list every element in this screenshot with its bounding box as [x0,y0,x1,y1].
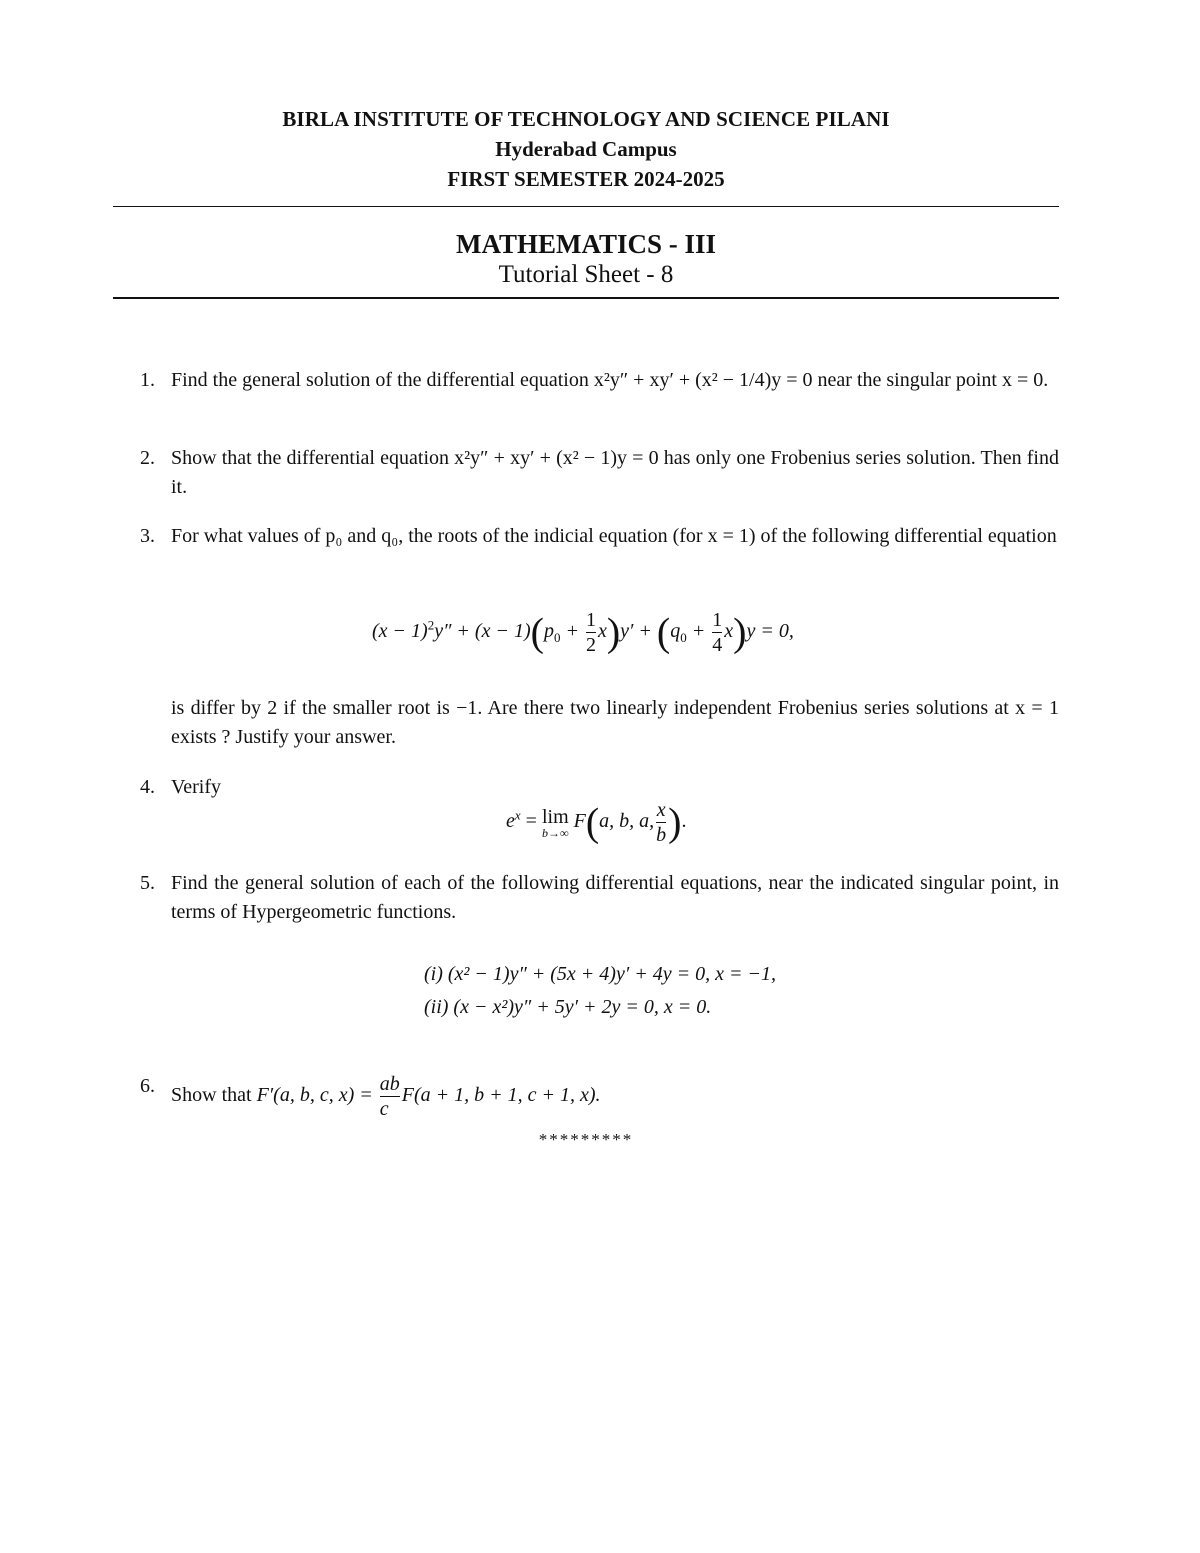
fraction-ab-over-c [380,1072,400,1121]
superscript: x [514,807,521,823]
question-5 [140,869,1059,927]
equation-part: e [506,810,515,833]
question-6-line [171,1072,1059,1121]
sheet-title: Tutorial Sheet - 8 [498,261,674,288]
question-number: 5. [140,872,155,894]
numerator: x [656,799,666,821]
fraction-half [586,608,596,657]
equation-part: (x − 1) [372,620,428,643]
course-heading [113,228,1059,290]
course-title: MATHEMATICS - III [455,229,717,259]
equation-part: y″ + (x − 1) [434,620,531,643]
q3-equation: $(x - 1)^2y'' + (x - 1)(p_0$ + $\frac{1}{2}$ $x)y' + (q_0$ + $\frac{1}{4}$ x)y = 0, [372,609,794,656]
question-text: For what values of p₀ and q₀, the roots of the indicial equation (for x = 1) of the following differential equation [171,525,1057,547]
q5-equation-ii: (ii) (x − x²)y″ + 5y′ + 2y = 0, x = 0. [424,996,712,1018]
equation-part: = [520,810,542,833]
denominator: b [656,824,667,846]
q5-equation-i: (i) (x² − 1)y″ + (5x + 4)y′ + 4y = 0, x = −1, [424,963,776,985]
question-1 [140,366,1059,395]
question-number: 1. [140,369,155,391]
equation-part: x [724,620,734,643]
question-number: 4. [140,776,155,798]
equation-part: y′ + [620,620,652,643]
equation-part: + [560,620,584,643]
document-header [113,104,1059,194]
equation-part: a, b, a, [599,810,655,833]
q6-rhs: F(a + 1, b + 1, c + 1, x). [401,1084,601,1107]
question-number: 2. [140,447,155,469]
question-number: 3. [140,525,155,547]
limit-word: lim [541,805,569,828]
question-text: Find the general solution of each of the following differential equations, near the indicated singular point, in terms of Hypergeometric functions. [171,872,1059,923]
limit-subscript: b→∞ [542,825,569,840]
denominator: 2 [585,634,596,656]
question-text: Show that the differential equation x²y″ + xy′ + (x² − 1)y = 0 has only one Frobenius series solution. Then find it. [171,447,1059,498]
equation-part: F [573,810,586,833]
end-marker: ********* [538,1130,634,1149]
question-text: is differ by 2 if the smaller root is −1. Are there two linearly independent Frobenius series solutions at x = 1 exists ? Justify your answer. [171,697,1059,748]
semester-label: FIRST SEMESTER 2024-2025 [447,167,725,191]
top-divider [113,206,1059,207]
denominator: c [380,1096,400,1121]
question-3 [140,522,1059,551]
subscript: 0 [553,630,561,646]
question-2 [140,444,1059,502]
institution-name: BIRLA INSTITUTE OF TECHNOLOGY AND SCIENCE PILANI [282,107,890,131]
equation-part: + [686,620,711,643]
equation-part: y = 0, [746,620,794,643]
limit-operator [542,807,569,839]
q5-equations [424,958,776,1024]
question-6 [140,1072,1059,1121]
numerator: 1 [712,609,723,631]
fraction-x-over-b [656,798,666,847]
q4-equation: $e^x$ = lim b→∞ F(a, b, a, $\frac{x}{b}$ ). [506,799,687,846]
question-3-continued [140,694,1059,752]
denominator: 4 [712,634,723,656]
bottom-divider [113,297,1059,299]
q6-lhs: F′(a, b, c, x) = [256,1084,373,1107]
equation-part: q [670,620,681,643]
fraction-quarter [712,608,722,657]
numerator: 1 [585,609,596,631]
equation-part: p [543,620,554,643]
question-text: Show that [171,1084,252,1107]
question-text: Find the general solution of the differential equation x²y″ + xy′ + (x² − 1/4)y = 0 near the singular point x = 0. [171,369,1049,391]
equation-part: . [681,810,687,833]
question-number: 6. [140,1075,155,1097]
campus-name: Hyderabad Campus [495,137,677,161]
numerator: ab [379,1073,400,1095]
question-text: Verify [171,776,221,798]
equation-part: x [597,620,607,643]
